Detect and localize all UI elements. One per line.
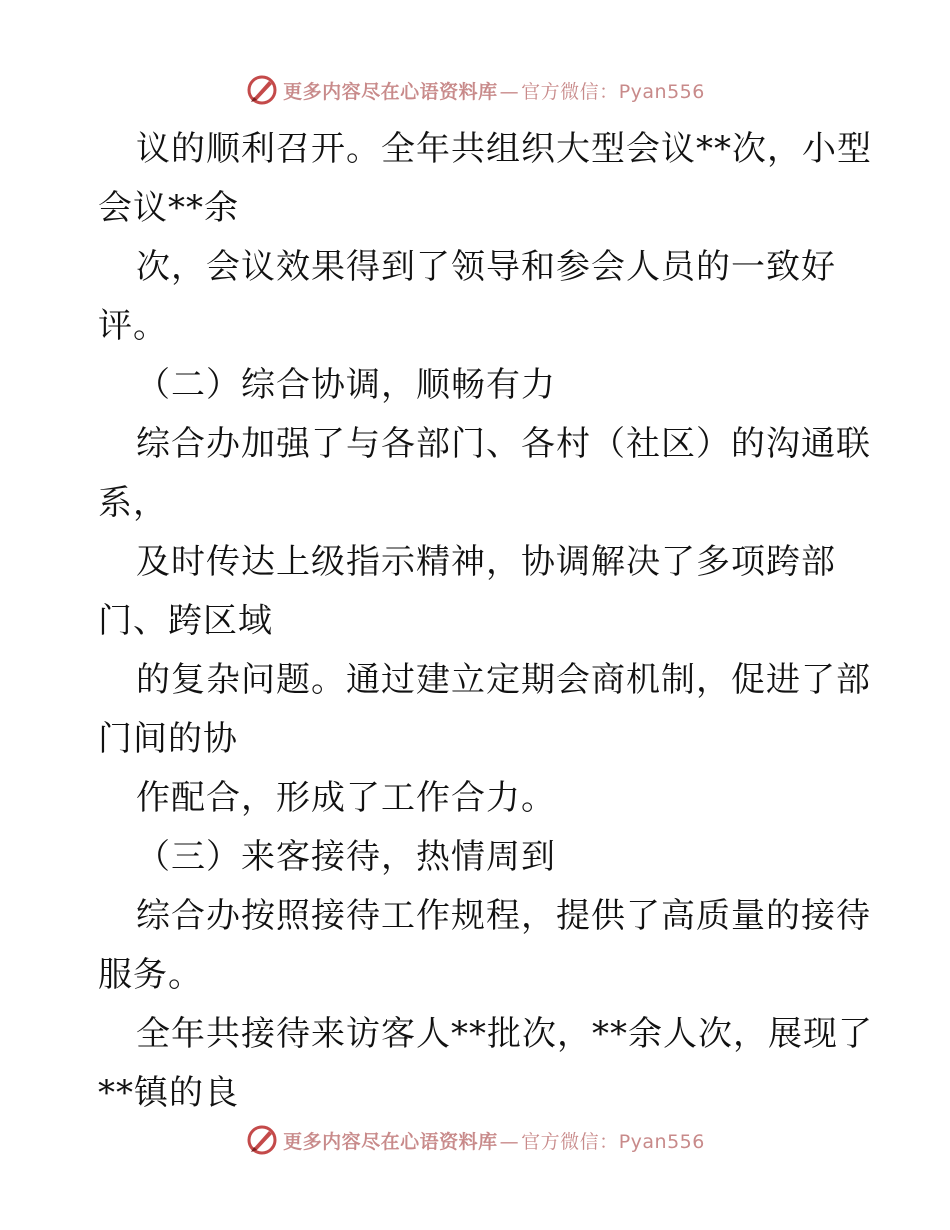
text-line: 作配合，形成了工作合力。 <box>136 778 556 818</box>
footer-watermark <box>0 1120 950 1160</box>
watermark-text <box>283 1127 705 1154</box>
text-line: 门、跨区域 <box>98 601 273 641</box>
text-line: 系， <box>98 483 168 523</box>
watermark-bold: 更多内容尽在心语资料库 <box>283 80 498 103</box>
text-line: 综合办按照接待工作规程，提供了高质量的接待 <box>136 896 871 936</box>
text-line: 评。 <box>98 306 168 346</box>
pen-circle-logo-icon <box>245 73 279 107</box>
text-line: 全年共接待来访客人**批次，**余人次，展现了 <box>136 1014 873 1054</box>
text-line: **镇的良 <box>98 1073 239 1113</box>
text-line: 次，会议效果得到了领导和参会人员的一致好 <box>136 247 836 287</box>
section-heading: （二）综合协调，顺畅有力 <box>136 365 556 405</box>
text-line: 会议**余 <box>98 188 239 228</box>
watermark-wechat-id: Pyan556 <box>618 80 705 103</box>
watermark-dash: — <box>499 80 520 103</box>
text-line: 及时传达上级指示精神，协调解决了多项跨部 <box>136 542 836 582</box>
text-line: 的复杂问题。通过建立定期会商机制，促进了部 <box>136 660 871 700</box>
watermark-bold: 更多内容尽在心语资料库 <box>283 1130 498 1153</box>
watermark-wechat-id: Pyan556 <box>618 1130 705 1153</box>
watermark-text <box>283 77 705 104</box>
watermark-wechat-label: 官方微信： <box>521 1130 619 1153</box>
pen-circle-logo-icon <box>245 1123 279 1157</box>
watermark-dash: — <box>499 1130 520 1153</box>
text-line: 门间的协 <box>98 719 238 759</box>
text-line: 综合办加强了与各部门、各村（社区）的沟通联 <box>136 424 871 464</box>
text-line: 议的顺利召开。全年共组织大型会议**次，小型 <box>136 129 872 169</box>
watermark-wechat-label: 官方微信： <box>521 80 619 103</box>
section-heading: （三）来客接待，热情周到 <box>136 837 556 877</box>
text-line: 服务。 <box>98 955 203 995</box>
document-body <box>98 120 873 1123</box>
header-watermark <box>0 70 950 110</box>
